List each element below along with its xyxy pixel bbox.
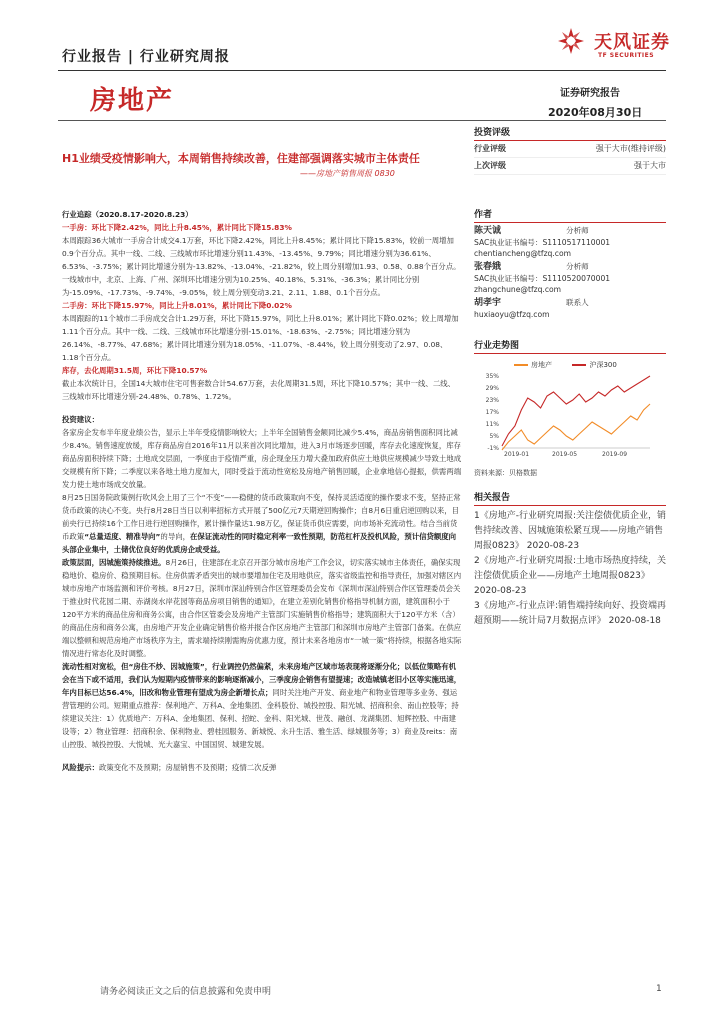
tracking-title: 行业追踪（2020.8.17-2020.8.23） xyxy=(62,210,193,219)
risk-title: 风险提示： xyxy=(62,763,99,772)
x-tick-label: 2019-09 xyxy=(602,451,628,458)
chart-legend xyxy=(514,360,666,370)
brand-logo-icon xyxy=(556,26,586,56)
page-number: 1 xyxy=(656,984,662,994)
footer-disclaimer: 请务必阅读正文之后的信息披露和免责申明 xyxy=(100,987,272,997)
y-tick-label: 29% xyxy=(485,385,499,392)
authors-title: 作者 xyxy=(474,205,666,223)
related-report[interactable]: 2《房地产-行业研究周报:土地市场热度持续，关注偿债优质企业——房地产土地周报0823》 2020-08-23 xyxy=(474,556,667,596)
related-report[interactable]: 1《房地产-行业研究周报:关注偿债优质企业，销售持续改善、因城施策松紧互现——房地产销售周报0823》 2020-08-23 xyxy=(474,511,667,551)
policy-paragraph xyxy=(62,556,462,660)
advice-p2-c: 的导向， xyxy=(160,532,190,541)
legend-swatch-red xyxy=(572,364,586,366)
legend-label: 房地产 xyxy=(531,361,552,369)
related-title: 相关报告 xyxy=(474,488,666,506)
author-role: 分析师 xyxy=(566,226,589,235)
risk-text: 政策变化不及预期；房屋销售不及预期；疫情二次反弹 xyxy=(98,763,277,772)
conclusion-paragraph xyxy=(62,660,462,751)
related-report[interactable]: 3《房地产-行业点评:销售端持续向好、投资端再超预期——统计局7月数据点评》 2020-08-18 xyxy=(474,601,667,626)
rating-row xyxy=(474,141,666,158)
author-email[interactable]: zhangchune@tfzq.com xyxy=(474,285,562,294)
y-tick-label: 17% xyxy=(485,409,499,416)
author-email[interactable]: huxiaoyu@tfzq.com xyxy=(474,310,550,319)
rating-label: 上次评级 xyxy=(474,161,506,170)
conclusion-a: 流动性相对宽松，但“房住不炒、因城施策”，行业调控仍然偏紧，未来房地产区域市场表现将逐渐分化；以低位策略有机会在当下或不适用，我们认为短期内疫情带来的影响逐渐减小，三季度房企销售有望提速；改造城镇老旧小区等实施迅速，年内目标已达56.4%，旧改和物业管理有望成为房企新增长点； xyxy=(62,662,462,697)
risk-paragraph xyxy=(62,761,462,774)
advice-p2-a: 8月25日国务院政策例行吹风会上用了三个“不变”——稳健的货币政策取向不变，保持灵活适度的操作要求不变，坚持正常货币政策的决心不变。央行8月28日当日以利率招标方式开展了500亿元7天期逆回购操作；自8月6日重启逆回购以来，目前央行已持续16个工作日进行逆回购操作，累计操作量达1.98万亿，保证货币供应需要，向市场补充流动性。结合当前货币政策 xyxy=(62,493,461,541)
sector-title: 房地产 xyxy=(90,86,175,116)
report-date: 2020年08月30日 xyxy=(548,106,643,119)
advice-title: 投资建议： xyxy=(62,415,99,424)
rating-value: 强于大市(维持评级) xyxy=(595,144,666,153)
advice-p2-b: “总量适度、精准导向” xyxy=(84,532,161,541)
conclusion-b: 同时关注地产开发、商业地产和物业管理等多业务、强运营管理的公司。短期重点推荐：保利地产、万科A、金地集团、金科股份、城投控股、阳光城、招商积余、南山控股等；持续建议关注：1）优质地产：万科A、金地集团、保利、招蛇、金科、阳光城、世茂、融创、龙湖集团、旭辉控股、中南建设等；2）物业管理：招商积余、保利物业、碧桂园服务、新城悦、永升生活、雅生活、绿城服务等；3）商业及reits：南山控股、城投控股、大悦城、光大嘉宝、中国国贸、城建发展。 xyxy=(62,688,459,749)
author-block xyxy=(474,225,666,259)
main-content xyxy=(62,208,462,774)
series-line-房地产 xyxy=(502,404,650,450)
rating-value: 强于大市 xyxy=(634,161,666,170)
sidebar xyxy=(474,123,666,629)
y-tick-label: 5% xyxy=(489,433,499,440)
author-name: 胡孝宇 xyxy=(474,298,502,308)
report-category: 行业报告 | 行业研究周报 xyxy=(62,49,230,65)
author-name: 陈天诚 xyxy=(474,226,502,236)
brand-name-en: TF SECURITIES xyxy=(598,52,655,59)
legend-label: 沪深300 xyxy=(589,361,617,369)
y-tick-label: 23% xyxy=(485,397,499,404)
brand-name: 天风证券 xyxy=(594,32,670,53)
second-hand-title: 二手房：环比下降15.97%，同比上升8.01%，累计同比下降0.02% xyxy=(62,301,292,310)
advice-paragraph-1: 各家房企发布半年度业绩公告，显示上半年受疫情影响较大；上半年全国销售金额同比减少5.4%，商品房销售面积同比减少8.4%。销售速度放缓，库存商品房自2016年11月以来首次同比增加，进入3月市场逐步回暖，库存去化速度恢复，库存商品房面积持续下降；土地成交层面，一季度由于疫情严重，房企现金压力增大叠加政府供应土地供应规模减少导致土地成交规模有所下降；二季度以来各地土地力度加大，同时受益于流动性宽松及房地产销售回暖，企业拿地信心提振，供需两端发力使土地市场成交放量。 xyxy=(62,428,462,489)
new-home-title: 一手房：环比下降2.42%，同比上升8.45%，累计同比下降15.83% xyxy=(62,223,292,232)
y-tick-label: 11% xyxy=(485,421,499,428)
new-home-text: 本周跟踪36大城市一手房合计成交4.1万套，环比下降2.42%，同比上升8.45%；累计同比下降15.83%，较前一周增加0.9个百分点。其中一线、二线、三线城市环比增速分别11.43%、-13.45%、9.79%；同比增速分别为36.61%、6.53%、-3.75%；累计同比增速分别为-13.82%、-13.04%、-21.82%，较上周分别增加1.93、0.58、0.88个百分点。一线城市中，北京、上海、广州、深圳环比增速分别为10.25%、40.18%、5.31%、-36.3%；累计同比分别为-15.09%、-17.73%、-9.74%、-9.05%，较上周分别变动3.21、2.11、1.88、0.1个百分点。 xyxy=(62,236,461,297)
headline: H1业绩受疫情影响大，本周销售持续改善，住建部强调落实城市主体责任 xyxy=(62,152,420,165)
trend-chart xyxy=(474,370,666,464)
chart-source: 资料来源：贝格数据 xyxy=(474,469,537,477)
report-type: 证券研究报告 xyxy=(560,88,620,99)
advice-p2-d: 在保证流动性的同时稳定利率一致性预期，防范杠杆及投机风险，预计信贷额度向头部企业集中，土储优位良好的优质房企或受益。 xyxy=(62,532,457,554)
author-email[interactable]: chentiancheng@tfzq.com xyxy=(474,249,572,258)
subheadline: ——房地产销售周报 0830 xyxy=(300,169,395,178)
y-tick-label: -1% xyxy=(487,445,499,452)
inventory-title: 库存，去化周期31.5周，环比下降10.57% xyxy=(62,366,208,375)
author-block xyxy=(474,261,666,295)
rating-label: 行业评级 xyxy=(474,144,506,153)
author-role: 分析师 xyxy=(566,262,589,271)
inventory-text: 截止本次统计日，全国14大城市住宅可售套数合计54.67万套，去化周期31.5周，环比下降10.57%；其中一线、二线、三线城市环比增速分别-24.48%、0.78%、1.72%。 xyxy=(62,379,455,401)
y-tick-label: 35% xyxy=(485,373,499,380)
second-hand-text: 本周跟踪的11个城市二手房成交合计1.29万套，环比下降15.97%，同比上升8.01%；累计同比下降0.02%；较上周增加1.11个百分点。其中一线、二线、三线城市环比增速分别-15.01%、-18.63%、-2.75%；同比增速分别为26.14%、-8.77%、47.68%；累计同比增速分别为18.05%、-11.07%、-8.44%，较上周分别变动了2.97、0.08、1.18个百分点。 xyxy=(62,314,459,362)
policy-text: 8月26日，住建部在北京召开部分城市房地产工作会议，切实落实城市主体责任，确保实现稳地价、稳房价、稳预期目标。住房供需矛盾突出的城市要增加住宅及用地供应，落实省级监控和指导责任，加强对辖区内城市房地产市场监测和评价考核。8月27日，深圳市深汕特别合作区管理委员会发布《深圳市深汕特别合作区管理委员会关于推业时代花园二期、赤湖岗水岸花园等商品房项目销售的通知》，在建立差别化销售价格指导机制方面，建筑面积小于120平方米的商品住房和商务公寓，由合作区管委会及房地产主管部门实施销售价格指导；建筑面积大于120平方米（含）的商品住房和商务公寓，由房地产开发企业确定销售价格并报合作区房地产主管部门和深圳市房地产主管部门备案。在供应端以整顿和规范房地产市场秩序为主，需求端持续刚需购房优惠力度，预计未来各地房市“一城一策”将持续，根据各地实际情况进行常态化及时调整。 xyxy=(62,558,462,658)
author-block xyxy=(474,297,666,320)
legend-swatch-orange xyxy=(514,364,528,366)
header-divider xyxy=(58,70,666,71)
author-role: 联系人 xyxy=(566,298,589,307)
advice-paragraph-2 xyxy=(62,491,462,556)
x-tick-label: 2019-05 xyxy=(552,451,578,458)
sector-divider xyxy=(58,120,666,121)
x-tick-label: 2019-01 xyxy=(504,451,530,458)
rating-title: 投资评级 xyxy=(474,123,666,141)
author-sac: SAC执业证书编号：S1110517110001 xyxy=(474,238,611,247)
rating-row xyxy=(474,158,666,175)
author-sac: SAC执业证书编号：S1110520070001 xyxy=(474,274,611,283)
author-name: 张春娥 xyxy=(474,262,502,272)
trend-title: 行业走势图 xyxy=(474,336,666,354)
policy-title: 政策层面，因城施策持续推进。 xyxy=(62,558,166,567)
